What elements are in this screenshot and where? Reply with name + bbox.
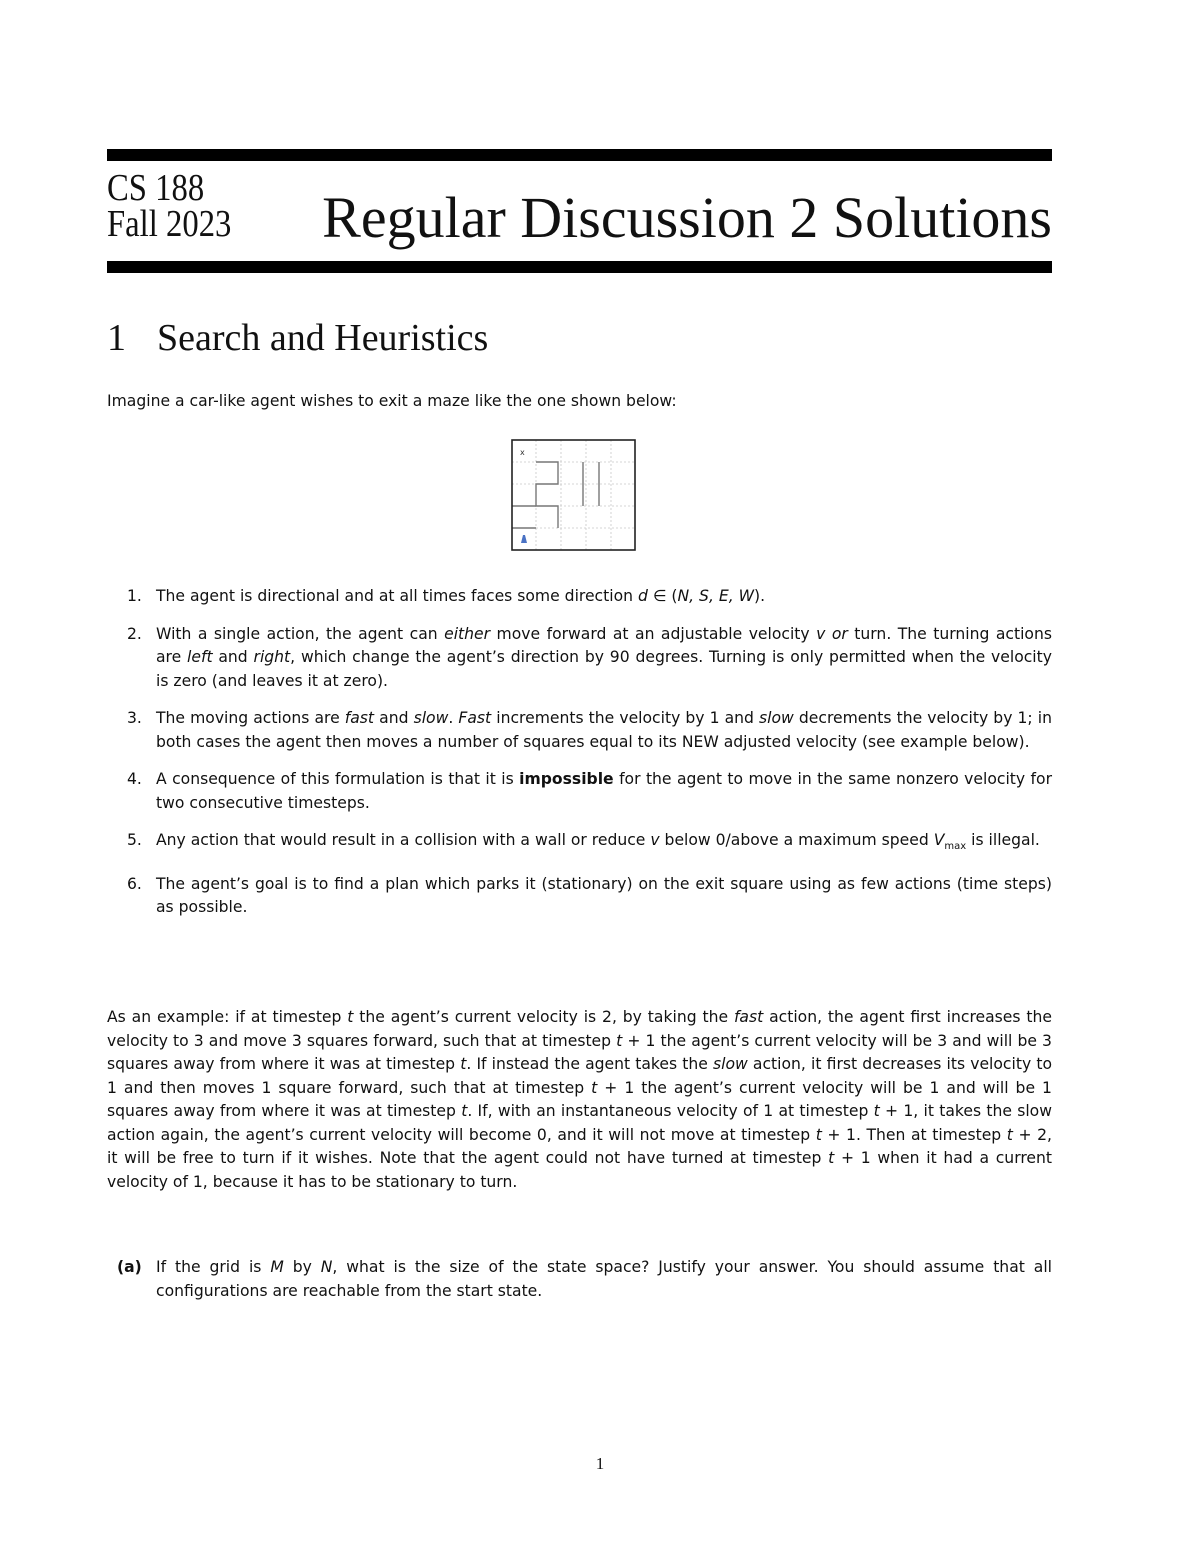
- question-a: [107, 1256, 1052, 1303]
- rule-item-1: 1. The agent is directional and at all times faces some direction d ∈ (N, S, E, W).: [127, 587, 766, 605]
- course-block: [107, 167, 232, 245]
- rule-item-6: 6. The agent’s goal is to find a plan which parks it (stationary) on the exit square using as few actions (time steps) as possible.: [127, 874, 1052, 917]
- maze-grid: [512, 440, 635, 550]
- question-a-text: If the grid is M by N, what is the size of the state space? Justify your answer. You should assume that all configurations are reachable from the start state.: [156, 1258, 1052, 1300]
- intro-paragraph: Imagine a car-like agent wishes to exit a maze like the one shown below:: [107, 392, 677, 410]
- section-heading: [107, 316, 488, 360]
- header-top-rule: [107, 149, 1052, 161]
- rule-item-5: 5. Any action that would result in a collision with a wall or reduce v below 0/above a maximum speed $V_{max}$ is illegal.: [127, 831, 1040, 853]
- question-a-label: (a): [117, 1258, 142, 1276]
- agent-car-icon: [521, 535, 527, 543]
- exit-marker: x: [520, 448, 525, 457]
- maze-walls: [512, 462, 599, 528]
- course-code: CS 188: [107, 167, 205, 209]
- page-number: 1: [595, 1454, 605, 1473]
- rules-list: [107, 585, 1052, 920]
- header-bottom-rule: [107, 261, 1052, 273]
- rule-item-2: 2. With a single action, the agent can either move forward at an adjustable velocity v or turn. The turning actions are left and right, which change the agent’s direction by 90 degrees. Turning is only permitted when the velocity is zero (and leaves it at zero).: [127, 624, 1052, 690]
- maze-figure: [511, 439, 636, 551]
- section-title: Search and Heuristics: [157, 317, 489, 359]
- rule-item-3: 3. The moving actions are fast and slow. Fast increments the velocity by 1 and slow decrements the velocity by 1; in both cases the agent then moves a number of squares equal to its NEW adjusted velocity (see example below).: [127, 709, 1052, 751]
- document-title: Regular Discussion 2 Solutions: [322, 185, 1052, 250]
- example-paragraph: As an example: if at timestep t the agent’s current velocity is 2, by taking the fast action, the agent first increases the velocity to 3 and move 3 squares forward, such that at timestep t + 1 the agent’s current velocity will be 3 and will be 3 squares away from where it was at timestep t. If instead the agent takes the slow action, it first decreases its velocity to 1 and then moves 1 square forward, such that at timestep t + 1 the agent’s current velocity will be 1 and will be 1 squares away from where it was at timestep t. If, with an instantaneous velocity of 1 at timestep t + 1, it takes the slow action again, the agent’s current velocity will become 0, and it will not move at timestep t + 1. Then at timestep t + 2, it will be free to turn if it wishes. Note that the agent could not have turned at timestep t + 1 when it had a current velocity of 1, because it has to be stationary to turn.: [107, 1008, 1052, 1191]
- course-term: Fall 2023: [107, 203, 232, 245]
- rule-item-4: 4. A consequence of this formulation is that it is impossible for the agent to move in the same nonzero velocity for two consecutive timesteps.: [127, 770, 1052, 812]
- section-number: 1: [107, 317, 126, 359]
- maze-border: [512, 440, 635, 550]
